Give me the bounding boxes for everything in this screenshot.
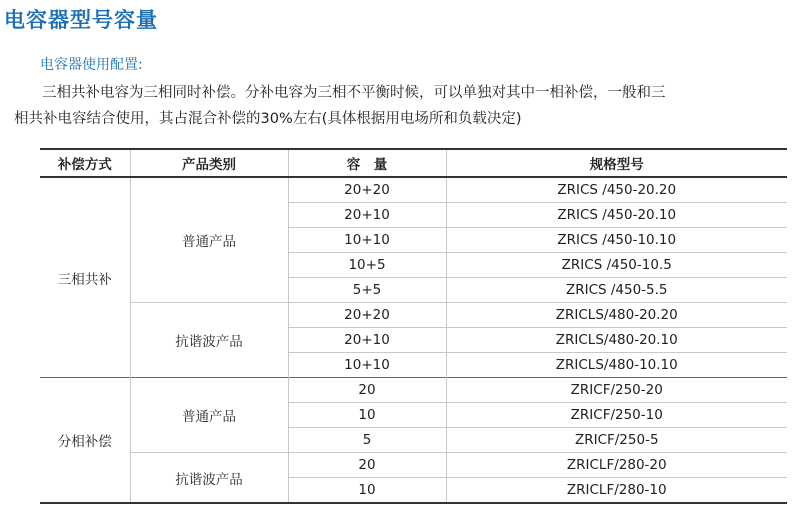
method-cell: 分相补偿	[40, 378, 130, 504]
capacity-cell: 20+20	[288, 177, 446, 203]
header-model: 规格型号	[446, 149, 787, 177]
table-header-row	[40, 149, 787, 177]
capacity-cell: 5+5	[288, 278, 446, 303]
page-title: 电容器型号容量	[4, 8, 158, 32]
model-cell: ZRICS /450-10.5	[446, 253, 787, 278]
method-cell: 三相共补	[40, 177, 130, 378]
model-cell: ZRICF/250-10	[446, 403, 787, 428]
category-cell: 普通产品	[130, 378, 288, 453]
header-capacity: 容 量	[288, 149, 446, 177]
table-row	[40, 453, 787, 478]
model-cell: ZRICS /450-5.5	[446, 278, 787, 303]
category-cell: 抗谐波产品	[130, 303, 288, 378]
model-cell: ZRICLS/480-20.10	[446, 328, 787, 353]
capacitor-spec-table	[40, 148, 787, 504]
capacity-cell: 10+10	[288, 228, 446, 253]
capacity-cell: 10	[288, 403, 446, 428]
model-cell: ZRICLS/480-20.20	[446, 303, 787, 328]
header-method: 补偿方式	[40, 149, 130, 177]
capacity-cell: 5	[288, 428, 446, 453]
model-cell: ZRICS /450-20.20	[446, 177, 787, 203]
capacity-cell: 10+10	[288, 353, 446, 378]
capacity-cell: 20	[288, 378, 446, 403]
capacity-cell: 10	[288, 478, 446, 504]
model-cell: ZRICS /450-10.10	[446, 228, 787, 253]
model-cell: ZRICF/250-20	[446, 378, 787, 403]
intro-line-2: 相共补电容结合使用，其占混合补偿的30%左右(具体根据用电场所和负载决定)	[14, 111, 522, 127]
section-heading: 电容器使用配置:	[40, 57, 143, 73]
model-cell: ZRICF/250-5	[446, 428, 787, 453]
capacity-cell: 10+5	[288, 253, 446, 278]
table-body	[40, 177, 787, 503]
capacity-cell: 20+10	[288, 328, 446, 353]
capacity-cell: 20+20	[288, 303, 446, 328]
capacity-cell: 20+10	[288, 203, 446, 228]
category-cell: 普通产品	[130, 177, 288, 303]
intro-paragraph	[14, 80, 788, 132]
table-row	[40, 303, 787, 328]
model-cell: ZRICS /450-20.10	[446, 203, 787, 228]
category-cell: 抗谐波产品	[130, 453, 288, 504]
model-cell: ZRICLS/480-10.10	[446, 353, 787, 378]
intro-line-1: 三相共补电容为三相同时补偿。分补电容为三相不平衡时候，可以单独对其中一相补偿，一般和三	[42, 85, 666, 101]
header-category: 产品类别	[130, 149, 288, 177]
table-row	[40, 177, 787, 203]
capacity-cell: 20	[288, 453, 446, 478]
table-row	[40, 378, 787, 403]
model-cell: ZRICLF/280-10	[446, 478, 787, 504]
model-cell: ZRICLF/280-20	[446, 453, 787, 478]
